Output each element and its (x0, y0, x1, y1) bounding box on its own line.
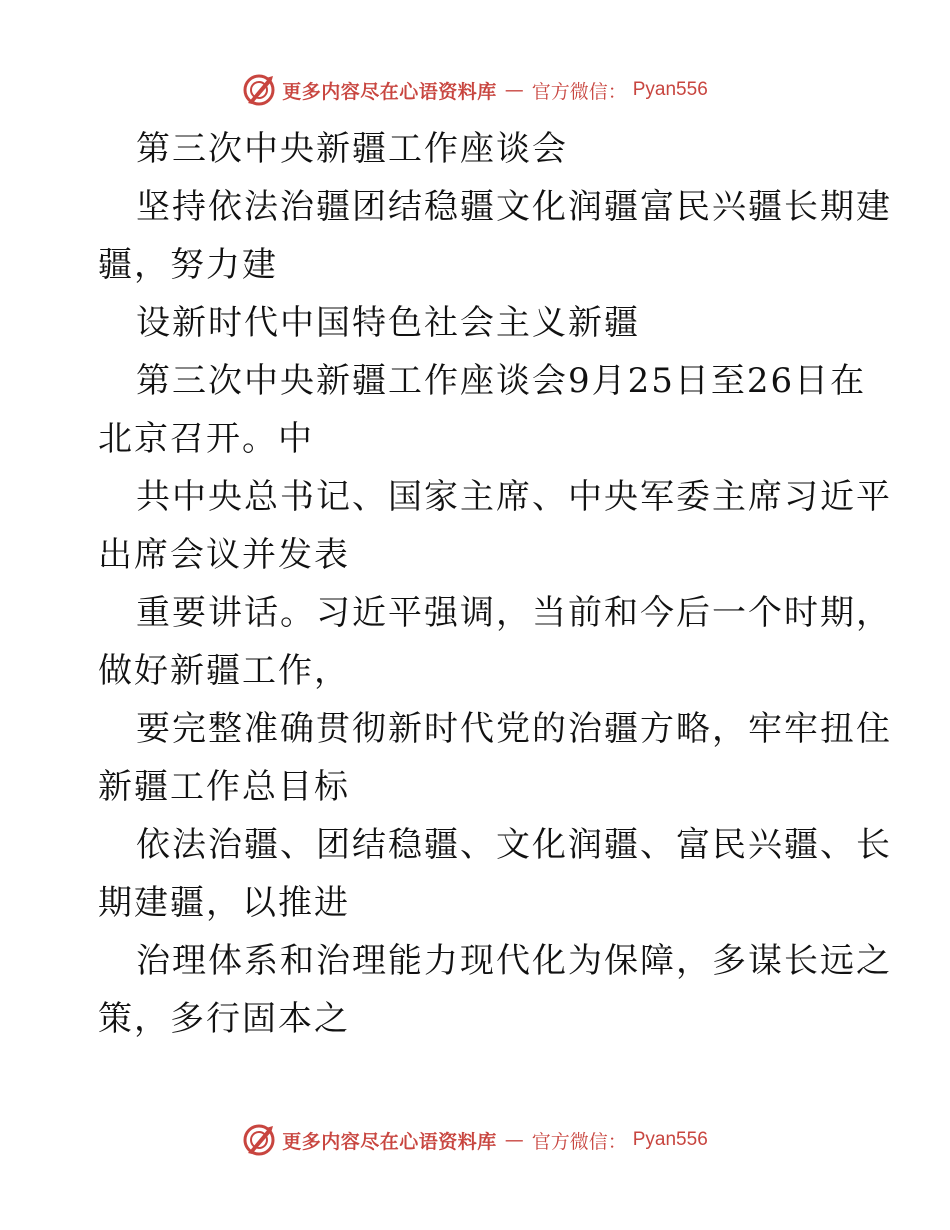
quill-logo-icon (242, 1123, 276, 1157)
text-line: 北京召开。中 (98, 419, 314, 459)
document-body (98, 120, 892, 1048)
text-line: 新疆工作总目标 (98, 767, 350, 807)
header-banner (0, 70, 950, 110)
text-line: 第三次中央新疆工作座谈会9月25日至26日在 (136, 361, 867, 401)
banner-wechat-label: 官方微信： (531, 80, 627, 103)
text-line: 依法治疆、团结稳疆、文化润疆、富民兴疆、长 (136, 825, 892, 865)
text-line: 做好新疆工作， (98, 651, 350, 691)
text-line: 重要讲话。习近平强调，当前和今后一个时期， (136, 593, 892, 633)
banner-wechat-label: 官方微信： (531, 1130, 627, 1153)
text-line: 第三次中央新疆工作座谈会 (136, 129, 568, 169)
text-line: 出席会议并发表 (98, 535, 350, 575)
banner-dash: — (504, 79, 524, 101)
banner-brand-text: 更多内容尽在心语资料库 (282, 80, 497, 103)
text-line: 设新时代中国特色社会主义新疆 (136, 303, 640, 343)
quill-logo-icon (242, 73, 276, 107)
banner-wechat-handle: Pyan556 (632, 1129, 708, 1150)
text-line: 要完整准确贯彻新时代党的治疆方略，牢牢扭住 (136, 709, 892, 749)
text-line: 疆，努力建 (98, 245, 278, 285)
footer-banner (0, 1120, 950, 1160)
text-line: 期建疆，以推进 (98, 883, 350, 923)
text-line: 策，多行固本之 (98, 999, 350, 1039)
banner-dash: — (504, 1129, 524, 1151)
text-line: 治理体系和治理能力现代化为保障，多谋长远之 (136, 941, 892, 981)
banner-brand-text: 更多内容尽在心语资料库 (282, 1130, 497, 1153)
text-line: 坚持依法治疆团结稳疆文化润疆富民兴疆长期建 (136, 187, 892, 227)
banner-wechat-handle: Pyan556 (632, 79, 708, 100)
text-line: 共中央总书记、国家主席、中央军委主席习近平 (136, 477, 892, 517)
